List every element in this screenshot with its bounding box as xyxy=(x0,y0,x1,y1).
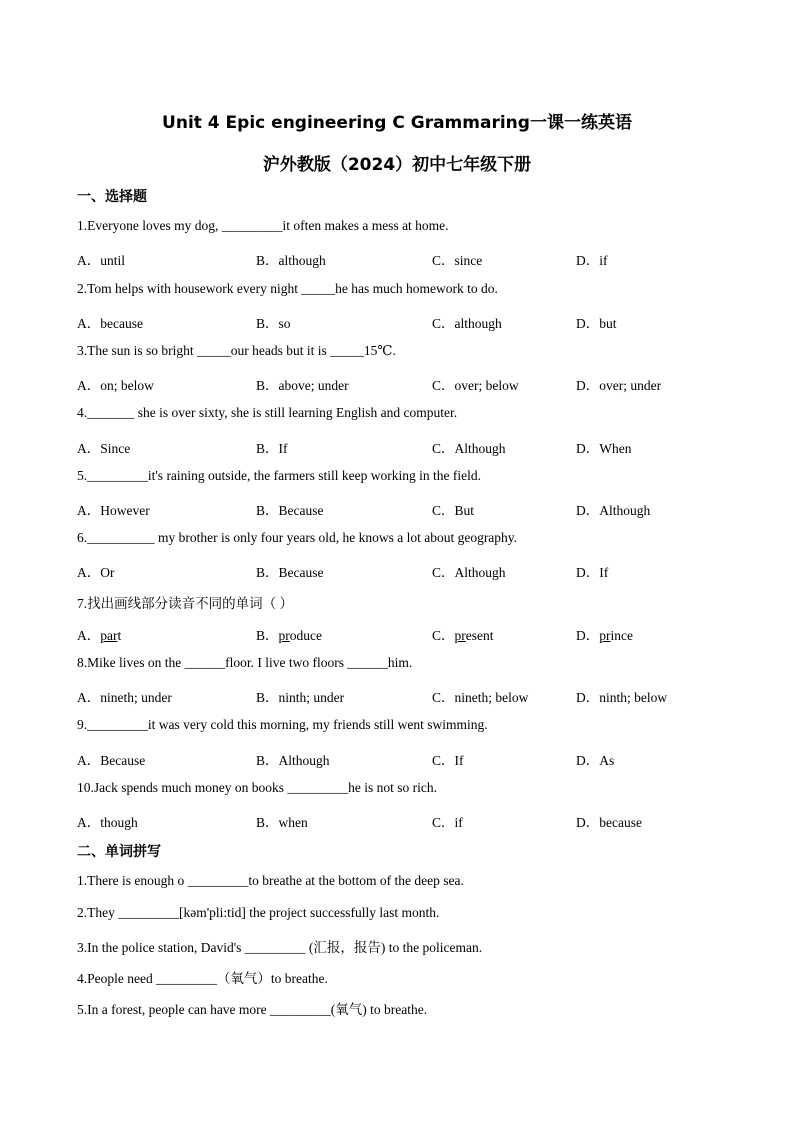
question-options xyxy=(0,686,794,704)
spelling-item: 2.They _________[kəm'pli:tid] the project successfully last month. xyxy=(77,905,440,920)
option-c[interactable]: C．If xyxy=(432,753,464,768)
option-d[interactable]: D．When xyxy=(576,441,632,456)
question-options xyxy=(0,312,794,330)
spelling-item: 4.People need _________（氧气）to breathe. xyxy=(77,971,328,986)
spelling-item: 3.In the police station, David's _________ (汇报，报告) to the policeman. xyxy=(77,940,483,955)
option-b[interactable]: B．ninth; under xyxy=(256,690,345,705)
question-stem: 9._________it was very cold this morning, my friends still went swimming. xyxy=(77,717,488,732)
option-c[interactable] xyxy=(432,624,494,644)
option-d[interactable]: D．As xyxy=(576,753,615,768)
question-options xyxy=(0,749,794,767)
document-subtitle: 沪外教版（2024）初中七年级下册 xyxy=(262,155,532,175)
section-heading-multiple-choice: 一、选择题 xyxy=(77,189,147,205)
option-letter: A． xyxy=(77,628,101,643)
option-c[interactable]: C．although xyxy=(432,316,502,331)
question-stem: 7.找出画线部分读音不同的单词（ ） xyxy=(77,596,293,611)
option-a[interactable]: A．though xyxy=(77,815,138,830)
option-d[interactable]: D．If xyxy=(576,565,609,580)
spelling-item: 1.There is enough o _________to breathe at the bottom of the deep sea. xyxy=(77,873,464,888)
option-letter: B． xyxy=(256,628,279,643)
underlined-part: pr xyxy=(454,628,466,643)
spelling-item: 5.In a forest, people can have more _________(氧气) to breathe. xyxy=(77,1002,428,1017)
question-stem: 5._________it's raining outside, the farmers still keep working in the field. xyxy=(77,468,481,483)
option-b[interactable] xyxy=(256,624,322,644)
question-options xyxy=(0,624,794,642)
option-a[interactable]: A．nineth; under xyxy=(77,690,172,705)
underlined-part: p xyxy=(100,628,107,643)
option-b[interactable]: B．when xyxy=(256,815,308,830)
question-options xyxy=(0,811,794,829)
option-c[interactable]: C．But xyxy=(432,503,475,518)
word-rest: t xyxy=(117,628,122,643)
word-rest: esent xyxy=(465,628,494,643)
underlined-part: pr xyxy=(278,628,290,643)
question-stem: 3.The sun is so bright _____our heads but it is _____15℃. xyxy=(77,343,396,358)
option-c[interactable]: C．if xyxy=(432,815,463,830)
question-options xyxy=(0,249,794,267)
question-stem: 4._______ she is over sixty, she is still learning English and computer. xyxy=(77,405,458,420)
option-b[interactable]: B．Because xyxy=(256,503,324,518)
option-d[interactable]: D．over; under xyxy=(576,378,662,393)
question-options xyxy=(0,561,794,579)
underlined-part: ar xyxy=(107,628,118,643)
option-b[interactable]: B．If xyxy=(256,441,288,456)
option-b[interactable]: B．Although xyxy=(256,753,330,768)
question-options xyxy=(0,437,794,455)
option-a[interactable]: A．Since xyxy=(77,441,131,456)
option-letter: C． xyxy=(432,628,455,643)
word-rest: oduce xyxy=(289,628,322,643)
option-a[interactable]: A．However xyxy=(77,503,150,518)
option-c[interactable]: C．nineth; below xyxy=(432,690,529,705)
option-b[interactable]: B．above; under xyxy=(256,378,349,393)
option-a[interactable]: A．Or xyxy=(77,565,115,580)
option-a[interactable]: A．because xyxy=(77,316,143,331)
option-d[interactable]: D．because xyxy=(576,815,642,830)
option-c[interactable]: C．since xyxy=(432,253,483,268)
option-d[interactable]: D．ninth; below xyxy=(576,690,668,705)
option-d[interactable] xyxy=(576,624,633,644)
option-a[interactable]: A．until xyxy=(77,253,126,268)
question-options xyxy=(0,374,794,392)
option-d[interactable]: D．if xyxy=(576,253,608,268)
question-stem: 2.Tom helps with housework every night _____he has much homework to do. xyxy=(77,281,498,296)
question-stem: 10.Jack spends much money on books _________he is not so rich. xyxy=(77,780,437,795)
section-heading-spelling: 二、单词拼写 xyxy=(77,844,161,860)
option-letter: D． xyxy=(576,628,600,643)
word-rest: ince xyxy=(610,628,633,643)
option-c[interactable]: C．Although xyxy=(432,441,506,456)
option-a[interactable] xyxy=(77,624,121,644)
option-b[interactable]: B．Because xyxy=(256,565,324,580)
question-stem: 8.Mike lives on the ______floor. I live two floors ______him. xyxy=(77,655,413,670)
option-b[interactable]: B．so xyxy=(256,316,291,331)
question-options xyxy=(0,499,794,517)
option-b[interactable]: B．although xyxy=(256,253,326,268)
question-stem: 6.__________ my brother is only four years old, he knows a lot about geography. xyxy=(77,530,518,545)
option-a[interactable]: A．Because xyxy=(77,753,146,768)
option-c[interactable]: C．over; below xyxy=(432,378,519,393)
underlined-part: pr xyxy=(599,628,611,643)
option-c[interactable]: C．Although xyxy=(432,565,506,580)
document-title: Unit 4 Epic engineering C Grammaring一课一练英语 xyxy=(162,113,632,133)
option-d[interactable]: D．Although xyxy=(576,503,651,518)
option-a[interactable]: A．on; below xyxy=(77,378,154,393)
option-d[interactable]: D．but xyxy=(576,316,617,331)
question-stem: 1.Everyone loves my dog, _________it often makes a mess at home. xyxy=(77,218,449,233)
